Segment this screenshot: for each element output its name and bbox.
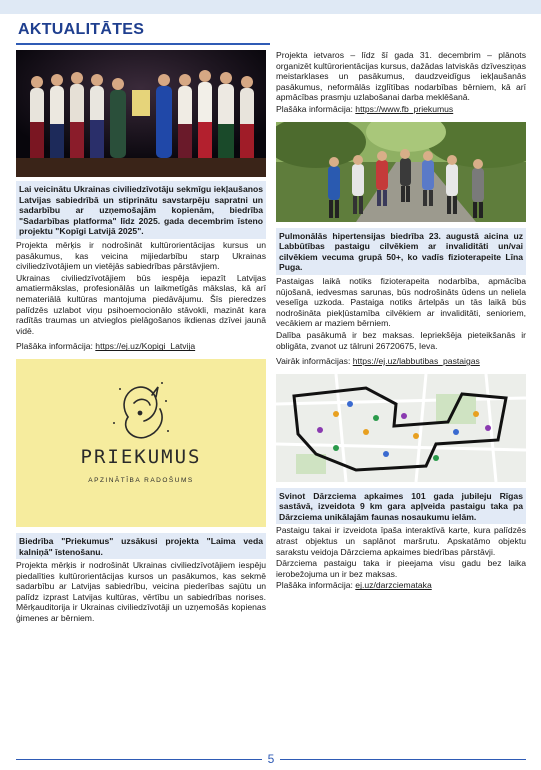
footer-rule [280, 759, 526, 760]
top-band [0, 0, 541, 14]
title-underline [16, 43, 270, 45]
page-title: AKTUALITĀTES [18, 21, 145, 38]
more-info-label: Plašāka informācija: [276, 103, 356, 114]
more-info-label: Plašāka informācija: [16, 341, 96, 352]
article-paragraph: Dārzciema pastaigu taka ir pieejama visu gadu bez laika ierobežojuma un ir bez maksas. [276, 558, 526, 579]
page-number: 5 [267, 752, 275, 766]
more-info-label: Vairāk informācijas: [276, 356, 353, 367]
article-headline: Lai veicinātu Ukrainas civiliedzīvotāju sekmīgu iekļaušanos Latvijas sabiedrībā un stiprinātu savstarpēju sapratni un sadarbību ar uzņemošajām kopienām, biedrība "Sadarbības platforma" līdz 2025. gada decembrim īsteno projektu "Kopīgi Latvijā 2025". [16, 181, 266, 239]
article-headline: Biedrība "Priekumus" uzsākusi projekta "Laima veda kalniņā" īstenošanu. [16, 533, 266, 559]
more-info-link[interactable]: https://www.fb_priekumus [355, 103, 454, 114]
more-info-link[interactable]: https://ej.uz/labbutibas_pastaigas [352, 356, 480, 367]
article-paragraph: Projekta ietvaros – līdz šī gada 31. decembrim – plānots organizēt kultūrorientācijas kursus, dažādas latviskās dzīvesziņas meistarklases un pasākumus, daudzveidīgus iekļaušanās pasākumus, neformālās izglītības nodarbības bērniem, kā arī apmācības prasmju uzlabošanai darba meklēšanā. [276, 50, 526, 103]
article-paragraph: Pastaigu takai ir izveidota īpaša interaktīvā karte, kura palīdzēs atrast objektus un saplānot maršrutu. Apskatāmo objektu sarakstu veidoja Dārzciema apkaimes biedrības pārstāvji. [276, 525, 526, 557]
article-paragraph: Dalība pasākumā ir bez maksas. Iepriekšēja pieteikšanās ir obligāta, zvanot uz tālruni 26720675, Ieva. [276, 329, 526, 351]
article-headline: Svinot Dārzciema apkaimes 101 gada jubileju Rīgas sastāvā, izveidota 9 km gara apļveida pastaigu taka pa Dārzciema unikālajām faunas nosaukumu ielām. [276, 488, 526, 525]
footer-rule [16, 759, 262, 760]
walking-group-photo [276, 122, 526, 222]
article-paragraph: Projekta mērķis ir nodrošināt kultūrorientācijas kursus un pasākumus, kas veicina mijiedarbību starp Ukrainas civiliedzīvotājiem un vietējās sabiedrības pārstāvjiem. [16, 239, 266, 272]
walking-photo-image [276, 122, 526, 222]
more-info-label: Plašāka informācija: [276, 580, 356, 591]
logo-name: PRIEKUMUS [80, 445, 202, 468]
priekumus-logo [16, 359, 266, 527]
route-map-image [276, 374, 526, 482]
left-column [16, 50, 266, 625]
more-info-line [276, 356, 526, 367]
more-info-link[interactable]: ej.uz/darzciemataka [355, 580, 432, 591]
article-headline: Pulmonālās hipertensijas biedrība 23. augustā aicina uz Labbūtības pastaigu cilvēkiem ar invaliditāti un/vai cilvēkiem vecuma grupā 50+, ko vadīs fizioterapeite Līna Puga. [276, 228, 526, 275]
right-column [276, 50, 526, 592]
more-info-link[interactable]: https://ej.uz/Kopigi_Latvija [95, 341, 196, 352]
article-paragraph: Ukrainas civiliedzīvotājiem būs iespēja iepazīt Latvijas amatiermākslas, profesionālās un laikmetīgās mākslas, kā arī nemateriālā kultūras mantojuma piedāvājumu. Šīs pieredzes palīdzēs uzlabot viņu psihoemocionālo stāvokli, mazināt kara radītās traumas un atvieglos pielāgošanos ikdienas dzīvei jaunā vidē. [16, 272, 266, 336]
more-info-line [16, 341, 266, 352]
route-map [276, 374, 526, 482]
article-paragraph: Projekta mērķis ir nodrošināt Ukrainas civiliedzīvotājiem iespēju piedalīties kultūrorientācijas kursos un pasākumos, kas sekmē sadarbību ar Latvijas sabiedrību, veicina piederības sajūtu un palīdz izprast Latvijas kultūras, vērtību un sabiedrības norises. Mērķauditorija ir Ukrainas civiliedzīvotāji un uzņemošās kopienas ģimenes ar bērniem. [16, 560, 266, 624]
logo-tagline: APZINĀTĪBA RADOŠUMS [88, 476, 194, 484]
article-paragraph: Pastaigas laikā notiks fizioterapeita nodarbība, apmācība nūjošanā, iedvesmas sarunas, būs nodrošināts ūdens un neliela veselīga uzkoda. Pastaiga notiks ārtelpās un tās laikā būs nodrošināta piekļūstamība cilvēkiem ar invaliditāti, senioriem, vecākiem ar maziem bērniem. [276, 275, 526, 329]
stage-photo-image [16, 50, 266, 177]
more-info-line [276, 580, 526, 591]
stage-group-photo [16, 50, 266, 177]
more-info-line [276, 104, 526, 115]
priekumus-logo-graphic [16, 359, 266, 527]
